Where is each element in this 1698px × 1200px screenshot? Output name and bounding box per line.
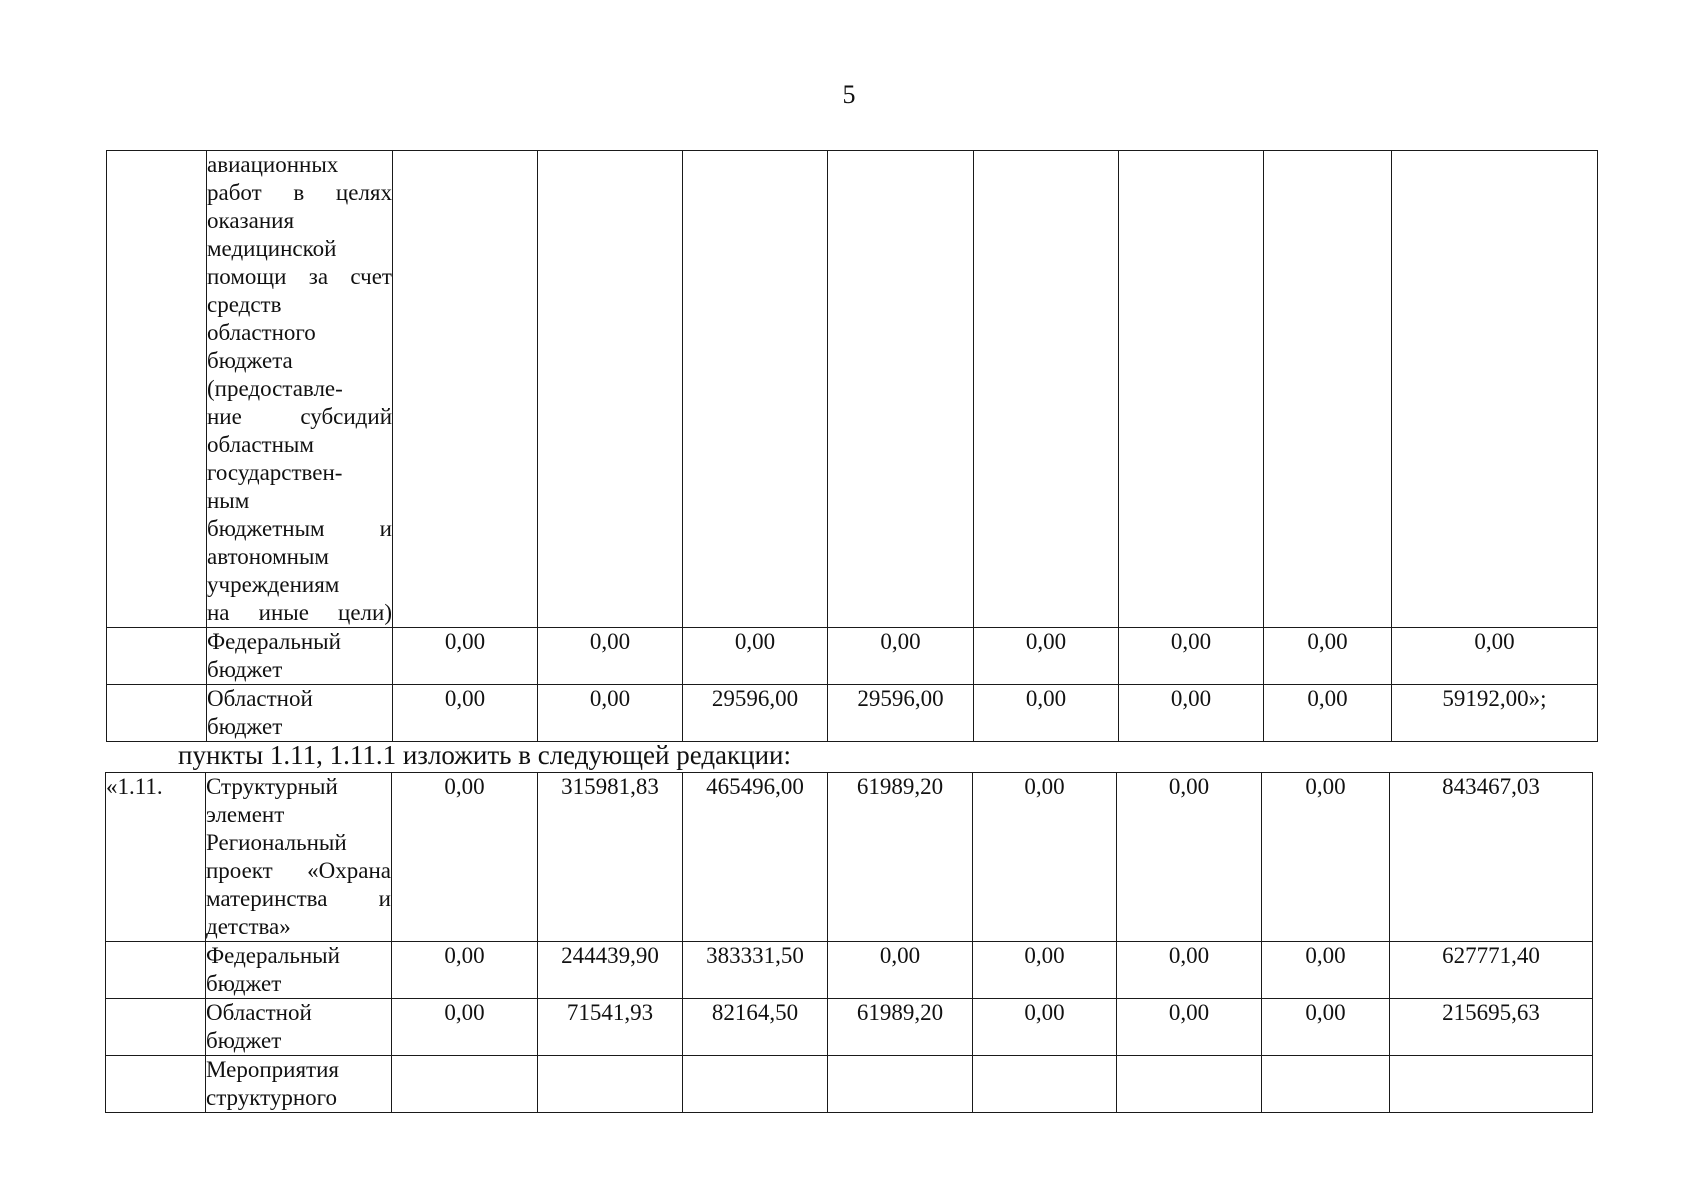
value-cell: 0,00 bbox=[683, 628, 828, 685]
value-cell: 71541,93 bbox=[538, 999, 683, 1056]
row-name-line: Региональный bbox=[206, 830, 347, 855]
row-name-line: работ в целях bbox=[207, 180, 392, 205]
table-row bbox=[107, 151, 1598, 628]
value-cell: 0,00 bbox=[538, 685, 683, 742]
value-cell bbox=[1264, 151, 1392, 628]
value-cell bbox=[1117, 1056, 1262, 1113]
value-cell bbox=[538, 1056, 683, 1113]
value-cell: 0,00 bbox=[1117, 773, 1262, 942]
value-cell bbox=[1262, 1056, 1390, 1113]
row-name-line: Мероприятия bbox=[206, 1057, 339, 1082]
row-name-line: бюджет bbox=[207, 657, 283, 682]
row-name-cell bbox=[207, 628, 393, 685]
row-name-line: детства» bbox=[206, 914, 291, 939]
value-cell: 627771,40 bbox=[1390, 942, 1593, 999]
row-name-line: Областной bbox=[206, 1000, 312, 1025]
value-cell: 0,00 bbox=[1119, 628, 1264, 685]
row-name-cell bbox=[206, 1056, 392, 1113]
row-name-cell bbox=[206, 942, 392, 999]
value-cell: 0,00 bbox=[973, 773, 1117, 942]
value-cell bbox=[392, 1056, 538, 1113]
row-name-line: государствен- bbox=[207, 460, 343, 485]
value-cell bbox=[683, 151, 828, 628]
row-name-line: помощи за счет bbox=[207, 264, 392, 289]
budget-table-bottom bbox=[105, 772, 1593, 1113]
row-name-line: автономным bbox=[207, 544, 329, 569]
value-cell bbox=[538, 151, 683, 628]
row-number-cell: «1.11. bbox=[106, 773, 206, 942]
value-cell: 0,00 bbox=[1262, 773, 1390, 942]
row-name-line: средств bbox=[207, 292, 282, 317]
row-name-cell bbox=[206, 999, 392, 1056]
row-number-cell bbox=[107, 685, 207, 742]
value-cell: 61989,20 bbox=[828, 999, 973, 1056]
table-row bbox=[106, 942, 1593, 999]
page-number: 5 bbox=[842, 80, 856, 109]
table-row bbox=[107, 628, 1598, 685]
value-cell: 82164,50 bbox=[683, 999, 828, 1056]
value-cell bbox=[828, 1056, 973, 1113]
value-cell: 0,00 bbox=[392, 999, 538, 1056]
row-name-line: областного bbox=[207, 320, 316, 345]
value-cell: 315981,83 bbox=[538, 773, 683, 942]
row-name-line: медицинской bbox=[207, 236, 337, 261]
value-cell: 0,00 bbox=[974, 628, 1119, 685]
value-cell: 29596,00 bbox=[683, 685, 828, 742]
value-cell: 0,00 bbox=[1262, 942, 1390, 999]
row-name-line: оказания bbox=[207, 208, 295, 233]
row-name-line: учреждениям bbox=[207, 572, 340, 597]
instruction-text: пункты 1.11, 1.11.1 изложить в следующей редакции: bbox=[178, 740, 792, 770]
value-cell bbox=[974, 151, 1119, 628]
value-cell: 0,00 bbox=[1262, 999, 1390, 1056]
value-cell: 0,00 bbox=[1264, 685, 1392, 742]
value-cell: 0,00 bbox=[392, 773, 538, 942]
row-name-line: ние субсидий bbox=[207, 404, 392, 429]
row-number-cell bbox=[106, 999, 206, 1056]
value-cell bbox=[1392, 151, 1598, 628]
row-name-line: ным bbox=[207, 488, 250, 513]
budget-table-top bbox=[106, 150, 1598, 742]
row-name-line: Областной bbox=[207, 686, 313, 711]
row-name-line: Федеральный bbox=[206, 943, 340, 968]
row-name-line: (предоставле- bbox=[207, 376, 343, 401]
row-name-cell bbox=[206, 773, 392, 942]
table-row bbox=[106, 1056, 1593, 1113]
row-name-line: Структурный bbox=[206, 774, 338, 799]
value-cell: 0,00 bbox=[1117, 942, 1262, 999]
row-name-line: структурного bbox=[206, 1085, 338, 1110]
value-cell: 383331,50 bbox=[683, 942, 828, 999]
value-cell: 0,00 bbox=[1264, 628, 1392, 685]
value-cell bbox=[393, 151, 538, 628]
row-name-line: бюджета bbox=[207, 348, 293, 373]
row-name-line: материнства и bbox=[206, 886, 391, 911]
value-cell: 465496,00 bbox=[683, 773, 828, 942]
value-cell bbox=[973, 1056, 1117, 1113]
row-name-cell bbox=[207, 151, 393, 628]
row-number-cell bbox=[107, 151, 207, 628]
value-cell: 843467,03 bbox=[1390, 773, 1593, 942]
row-number-cell bbox=[107, 628, 207, 685]
value-cell: 0,00 bbox=[1119, 685, 1264, 742]
value-cell: 29596,00 bbox=[828, 685, 974, 742]
value-cell: 0,00 bbox=[973, 999, 1117, 1056]
value-cell: 0,00 bbox=[1117, 999, 1262, 1056]
value-cell: 0,00 bbox=[392, 942, 538, 999]
value-cell: 0,00 bbox=[1392, 628, 1598, 685]
row-name-line: бюджет bbox=[206, 971, 282, 996]
value-cell: 0,00 bbox=[393, 628, 538, 685]
value-cell bbox=[828, 151, 974, 628]
row-name-line: на иные цели) bbox=[207, 600, 392, 625]
table-row bbox=[106, 999, 1593, 1056]
value-cell: 0,00 bbox=[393, 685, 538, 742]
value-cell bbox=[1390, 1056, 1593, 1113]
row-name-line: проект «Охрана bbox=[206, 858, 391, 883]
row-name-line: бюджет bbox=[206, 1028, 282, 1053]
value-cell: 0,00 bbox=[974, 685, 1119, 742]
row-name-line: Федеральный bbox=[207, 629, 341, 654]
value-cell: 215695,63 bbox=[1390, 999, 1593, 1056]
row-number-cell bbox=[106, 1056, 206, 1113]
value-cell: 0,00 bbox=[828, 628, 974, 685]
row-name-line: бюджет bbox=[207, 714, 283, 739]
value-cell bbox=[683, 1056, 828, 1113]
table-row bbox=[106, 773, 1593, 942]
row-name-line: авиационных bbox=[207, 152, 339, 177]
value-cell: 61989,20 bbox=[828, 773, 973, 942]
value-cell: 59192,00»; bbox=[1392, 685, 1598, 742]
row-number-cell bbox=[106, 942, 206, 999]
row-name-cell bbox=[207, 685, 393, 742]
value-cell bbox=[1119, 151, 1264, 628]
value-cell: 0,00 bbox=[828, 942, 973, 999]
value-cell: 0,00 bbox=[973, 942, 1117, 999]
value-cell: 244439,90 bbox=[538, 942, 683, 999]
row-name-line: бюджетным и bbox=[207, 516, 392, 541]
table-row bbox=[107, 685, 1598, 742]
row-name-line: областным bbox=[207, 432, 314, 457]
row-name-line: элемент bbox=[206, 802, 285, 827]
value-cell: 0,00 bbox=[538, 628, 683, 685]
